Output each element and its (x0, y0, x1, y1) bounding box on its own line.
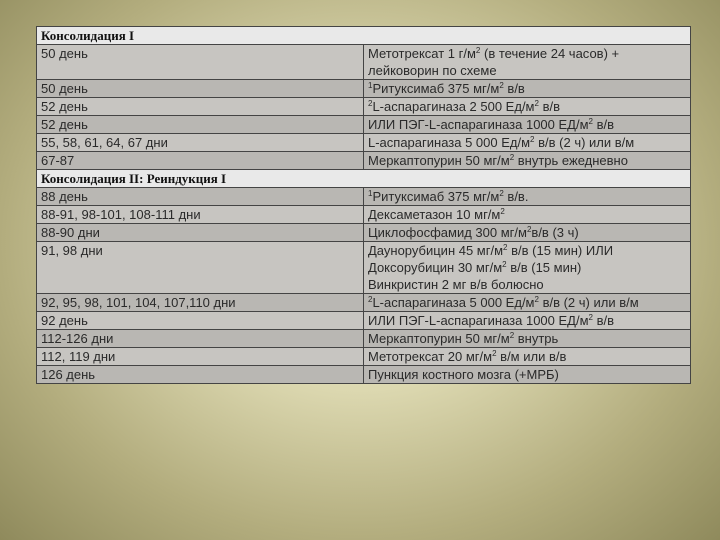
day-cell: 88-90 дни (37, 224, 364, 242)
day-cell: 52 день (37, 98, 364, 116)
drug-cell (364, 45, 691, 80)
table-row (37, 348, 691, 366)
drug-text: L-аспарагиназа 5 000 Ед/м (368, 135, 531, 150)
table-row (37, 98, 691, 116)
superscript: 2 (588, 313, 593, 322)
drug-text: (в течение 24 часов) + лейковорин по схеме (368, 46, 620, 78)
table-row (37, 242, 691, 294)
day-cell: 91, 98 дни (37, 242, 364, 294)
drug-cell (364, 312, 691, 330)
day-cell: 92, 95, 98, 101, 104, 107,110 дни (37, 294, 364, 312)
day-cell: 52 день (37, 116, 364, 134)
superscript: 2 (534, 99, 539, 108)
drug-text: в/в (2 ч) или в/м (538, 295, 639, 310)
superscript: 2 (368, 295, 373, 304)
drug-text: ИЛИ ПЭГ-L-аспарагиназа 1000 ЕД/м (368, 313, 589, 328)
drug-text: Даунорубицин 45 мг/м (368, 243, 504, 258)
table-row (37, 116, 691, 134)
drug-cell (364, 294, 691, 312)
protocol-table (36, 26, 691, 384)
table-row (37, 80, 691, 98)
superscript: 2 (588, 117, 593, 126)
section-title: Консолидация II: Реиндукция I (37, 170, 691, 188)
drug-cell (364, 330, 691, 348)
superscript: 2 (503, 243, 508, 252)
drug-text: L-аспарагиназа 2 500 Ед/м (372, 99, 535, 114)
day-cell: 88 день (37, 188, 364, 206)
drug-text: в/в (15 мин) ИЛИ Доксорубицин 30 мг/м (368, 243, 614, 275)
superscript: 1 (368, 81, 373, 90)
superscript: 2 (499, 189, 504, 198)
drug-text: в/в (2 ч) или в/м (534, 135, 635, 150)
day-cell: 50 день (37, 80, 364, 98)
drug-text: в/м или в/в (496, 349, 567, 364)
table-row (37, 206, 691, 224)
drug-text: в/в. (503, 189, 529, 204)
day-cell: 112-126 дни (37, 330, 364, 348)
table-row (37, 224, 691, 242)
drug-cell (364, 188, 691, 206)
superscript: 2 (499, 81, 504, 90)
day-cell: 50 день (37, 45, 364, 80)
superscript: 1 (368, 189, 373, 198)
drug-text: в/в (592, 313, 615, 328)
table-row (37, 312, 691, 330)
drug-text: Ритуксимаб 375 мг/м (372, 81, 500, 96)
drug-cell (364, 224, 691, 242)
day-cell: 126 день (37, 366, 364, 384)
drug-text: Дексаметазон 10 мг/м (368, 207, 501, 222)
table-row (37, 188, 691, 206)
day-cell: 92 день (37, 312, 364, 330)
drug-text: в/в (3 ч) (531, 225, 579, 240)
drug-text: Ритуксимаб 375 мг/м (372, 189, 500, 204)
day-cell: 88-91, 98-101, 108-111 дни (37, 206, 364, 224)
superscript: 2 (492, 349, 497, 358)
table-row (37, 330, 691, 348)
table-row (37, 294, 691, 312)
superscript: 2 (526, 225, 532, 234)
drug-cell (364, 242, 691, 294)
drug-text: в/в (592, 117, 615, 132)
drug-cell (364, 206, 691, 224)
drug-text: внутрь ежедневно (514, 153, 628, 168)
drug-text: L-аспарагиназа 5 000 Ед/м (372, 295, 535, 310)
drug-cell (364, 348, 691, 366)
table-row (37, 45, 691, 80)
drug-text: ИЛИ ПЭГ-L-аспарагиназа 1000 ЕД/м (368, 117, 589, 132)
drug-text: Меркаптопурин 50 мг/м (368, 331, 510, 346)
drug-cell (364, 152, 691, 170)
drug-cell (364, 366, 691, 384)
drug-text: внутрь (514, 331, 559, 346)
day-cell: 112, 119 дни (37, 348, 364, 366)
day-cell: 67-87 (37, 152, 364, 170)
drug-text: в/в (503, 81, 525, 96)
section-title: Консолидация I (37, 27, 691, 45)
drug-text: Метотрексат 1 г/м (368, 46, 476, 61)
drug-cell (364, 80, 691, 98)
superscript: 2 (368, 99, 373, 108)
drug-text: в/в (15 мин) (506, 260, 582, 275)
superscript: 2 (500, 207, 505, 216)
drug-text: Циклофосфамид 300 мг/м (368, 225, 527, 240)
drug-text: Пункция костного мозга (+МРБ) (368, 367, 559, 382)
section-header (37, 170, 691, 188)
drug-text-line2: Винкристин 2 мг в/в болюсно (368, 277, 544, 292)
section-header (37, 27, 691, 45)
drug-text: Метотрексат 20 мг/м (368, 349, 493, 364)
superscript: 2 (502, 260, 507, 269)
drug-cell (364, 98, 691, 116)
superscript: 2 (509, 153, 515, 162)
table-row (37, 366, 691, 384)
superscript: 2 (530, 135, 535, 144)
drug-cell (364, 134, 691, 152)
superscript: 2 (534, 295, 539, 304)
drug-cell (364, 116, 691, 134)
drug-text: Меркаптопурин 50 мг/м (368, 153, 510, 168)
table-row (37, 152, 691, 170)
day-cell: 55, 58, 61, 64, 67 дни (37, 134, 364, 152)
superscript: 2 (475, 46, 481, 55)
drug-text: в/в (538, 99, 560, 114)
superscript: 2 (509, 331, 515, 340)
table-row (37, 134, 691, 152)
